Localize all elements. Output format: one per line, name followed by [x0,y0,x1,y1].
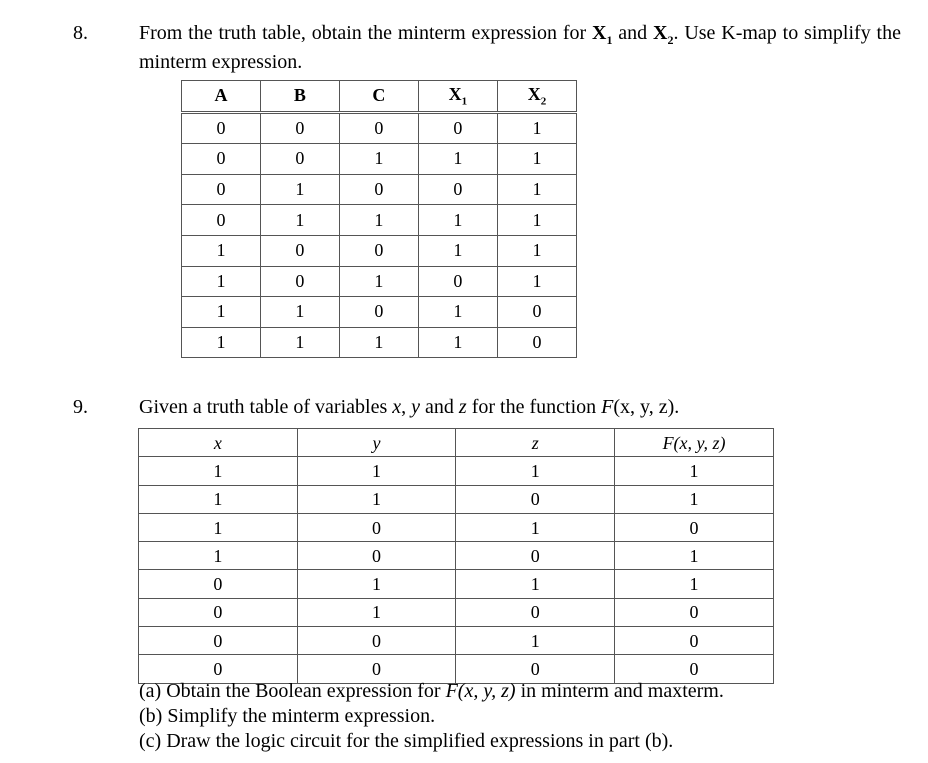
question-9-parts [139,679,724,754]
table-cell: 0 [297,627,456,655]
table-row [182,205,577,236]
table-cell: 0 [339,112,418,144]
table-cell: 1 [418,205,497,236]
table-cell: 1 [497,235,576,266]
question-8-text [139,22,901,73]
table-cell: 0 [260,235,339,266]
table-cell: 1 [182,266,261,297]
table-cell: 1 [139,485,298,513]
table-cell: 0 [260,112,339,144]
table-cell: 1 [182,327,261,358]
table-cell: 1 [260,297,339,328]
table-cell: 0 [615,598,774,626]
table-row [139,457,774,485]
table-cell: 0 [418,174,497,205]
table-row [182,112,577,144]
table-row [182,235,577,266]
table-cell: 0 [615,627,774,655]
table-cell: 1 [497,112,576,144]
table-cell: 1 [497,266,576,297]
truth-table-q8 [181,80,577,358]
table-cell: 1 [615,570,774,598]
question-9-number: 9. [73,396,88,418]
table-cell: 0 [456,542,615,570]
table-cell: 0 [456,655,615,683]
table-row [139,542,774,570]
q8-text-a: From the truth table, obtain the minterm expression for [139,22,593,44]
table-cell: 1 [260,205,339,236]
table-cell: 0 [418,112,497,144]
col-header-z: z [456,429,615,457]
col-header-f: F(x, y, z) [615,429,774,457]
table-row [139,513,774,541]
table-cell: 0 [339,235,418,266]
table-cell: 0 [182,174,261,205]
q8-x1-label: $X_1$ [592,22,613,47]
table-row [182,327,577,358]
table-cell: 1 [297,485,456,513]
table-cell: 0 [182,112,261,144]
table-cell: 1 [418,297,497,328]
truth-table-q9 [138,428,774,684]
table-cell: 0 [456,485,615,513]
table-cell: 0 [456,598,615,626]
table-cell: 0 [297,542,456,570]
table-cell: 0 [339,174,418,205]
part-c: (c) Draw the logic circuit for the simplified expressions in part (b). [139,730,674,752]
table-cell: 0 [139,627,298,655]
table-cell: 0 [497,297,576,328]
table-cell: 1 [497,144,576,175]
part-b: (b) Simplify the minterm expression. [139,705,436,727]
table-row [182,297,577,328]
col-header-x1: $X_1$ [418,81,497,113]
table-cell: 1 [139,542,298,570]
table-cell: 0 [260,266,339,297]
table-cell: 0 [297,655,456,683]
question-8-number: 8. [73,22,88,44]
table-cell: 0 [139,598,298,626]
table-row [182,174,577,205]
table-cell: 1 [339,205,418,236]
table-row [139,627,774,655]
table-cell: 0 [615,513,774,541]
q8-x2-label: $X_2$ [653,22,674,47]
table-cell: 1 [456,627,615,655]
truth-table-q8-header [182,81,577,113]
table-cell: 0 [182,144,261,175]
table-cell: 0 [297,513,456,541]
table-cell: 1 [418,235,497,266]
truth-table-q9-header [139,429,774,457]
col-header-x2: $X_2$ [497,81,576,113]
table-cell: 1 [339,327,418,358]
table-cell: 1 [615,542,774,570]
table-cell: 1 [339,144,418,175]
col-header-y: y [297,429,456,457]
table-cell: 1 [456,570,615,598]
table-cell: 1 [615,485,774,513]
table-cell: 0 [615,655,774,683]
table-cell: 1 [497,174,576,205]
table-cell: 1 [182,235,261,266]
table-cell: 1 [418,327,497,358]
table-cell: 1 [297,598,456,626]
table-cell: 0 [339,297,418,328]
table-cell: 1 [339,266,418,297]
table-cell: 1 [182,297,261,328]
table-cell: 1 [139,513,298,541]
question-9-text: Given a truth table of variables x, y and z for the function F(x, y, z). [139,396,680,418]
table-row [139,570,774,598]
table-cell: 0 [139,570,298,598]
table-row [182,266,577,297]
col-header-a: A [182,81,261,113]
q8-and: and [612,22,654,44]
table-cell: 1 [297,457,456,485]
table-cell: 0 [139,655,298,683]
table-cell: 1 [260,174,339,205]
col-header-x: x [139,429,298,457]
table-row [139,598,774,626]
table-cell: 1 [497,205,576,236]
col-header-c: C [339,81,418,113]
table-cell: 1 [139,457,298,485]
table-cell: 1 [418,144,497,175]
part-a: (a) Obtain the Boolean expression for F(x, y, z) in minterm and maxterm. [139,680,724,702]
col-header-b: B [260,81,339,113]
table-row [139,485,774,513]
table-cell: 1 [297,570,456,598]
table-cell: 1 [456,457,615,485]
table-cell: 0 [260,144,339,175]
table-cell: 1 [615,457,774,485]
table-cell: 0 [182,205,261,236]
table-row [182,144,577,175]
table-cell: 1 [260,327,339,358]
table-cell: 1 [456,513,615,541]
q8-text-b: . Use K-map to simplify the minterm expression. [139,22,901,73]
table-cell: 0 [418,266,497,297]
table-cell: 0 [497,327,576,358]
